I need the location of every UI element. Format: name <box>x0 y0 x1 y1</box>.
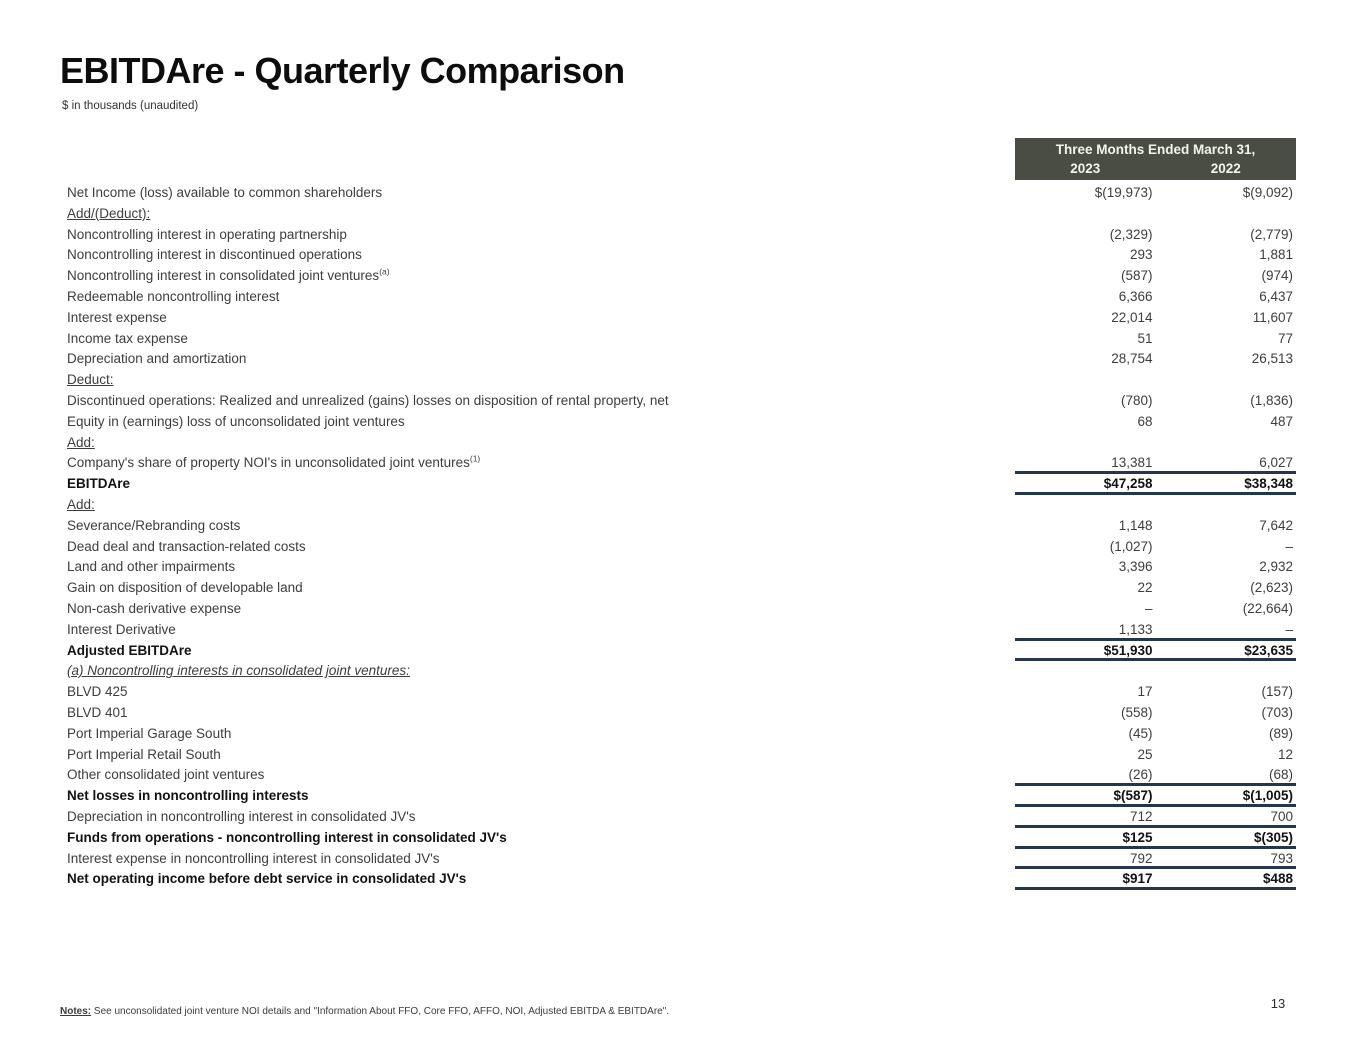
value-2022: (974) <box>1261 268 1293 284</box>
column-header-2023: 2023 <box>1070 161 1101 176</box>
value-2022: – <box>1285 538 1293 554</box>
value-2022: $(9,092) <box>1242 185 1293 200</box>
value-2022: 77 <box>1277 330 1293 346</box>
table-row <box>60 370 1296 391</box>
value-2022 <box>1156 370 1297 391</box>
table-row <box>60 599 1296 620</box>
row-label: Equity in (earnings) loss of unconsolidated joint ventures <box>67 413 405 429</box>
value-2022: $23,635 <box>1244 642 1293 658</box>
table-row <box>60 453 1296 474</box>
table-row <box>60 765 1296 786</box>
row-label: Dead deal and transaction-related costs <box>67 538 306 554</box>
value-2023: 6,366 <box>1118 288 1153 304</box>
table-row <box>60 620 1296 641</box>
row-values <box>1015 745 1296 766</box>
value-2023: $(587) <box>1113 788 1153 804</box>
table-row <box>60 225 1296 246</box>
value-2022: $(1,005) <box>1242 788 1293 804</box>
value-2022 <box>1156 495 1297 516</box>
value-2022: 26,513 <box>1251 351 1293 367</box>
footnote-marker: (1) <box>469 453 481 464</box>
row-values <box>1015 433 1296 454</box>
value-2023: (26) <box>1128 767 1153 783</box>
value-2022: 700 <box>1270 808 1293 824</box>
value-2022 <box>1156 661 1297 682</box>
table-row <box>60 433 1296 454</box>
table-row <box>60 204 1296 225</box>
row-values <box>1015 807 1296 828</box>
table-row <box>60 703 1296 724</box>
table-row <box>60 391 1296 412</box>
row-values <box>1015 620 1296 641</box>
notes <box>60 1006 669 1017</box>
value-2023: 51 <box>1137 330 1153 346</box>
value-2022: $488 <box>1262 871 1293 887</box>
value-2022: $38,348 <box>1244 476 1293 492</box>
row-label: Depreciation and amortization <box>67 351 247 367</box>
page-subtitle: $ in thousands (unaudited) <box>62 100 199 112</box>
table-row <box>60 287 1296 308</box>
table-row <box>60 266 1296 287</box>
table-rows <box>60 183 1296 890</box>
table-row <box>60 724 1296 745</box>
row-values <box>1015 308 1296 329</box>
value-2023: (558) <box>1120 704 1153 720</box>
value-2022: 1,881 <box>1259 247 1293 263</box>
row-label: (a) Noncontrolling interests in consolidated joint ventures: <box>67 663 410 679</box>
notes-text: See unconsolidated joint venture NOI details and "Information About FFO, Core FFO, AFFO, NOI, Adjusted EBITDA & EBITDAre". <box>91 1006 670 1017</box>
table-row <box>60 745 1296 766</box>
table-row <box>60 183 1296 204</box>
value-2023: (2,329) <box>1109 226 1153 242</box>
table-row <box>60 869 1296 890</box>
row-values <box>1015 557 1296 578</box>
value-2023: $125 <box>1122 829 1153 845</box>
row-label: Adjusted EBITDAre <box>67 642 192 658</box>
value-2023 <box>1015 433 1156 454</box>
row-values <box>1015 370 1296 391</box>
table-row <box>60 786 1296 807</box>
value-2023: $47,258 <box>1103 476 1153 492</box>
row-values <box>1015 703 1296 724</box>
table-row <box>60 578 1296 599</box>
row-values <box>1015 786 1296 807</box>
value-2023: 68 <box>1137 413 1153 429</box>
row-label: Add: <box>67 434 95 450</box>
footnote-marker: (a) <box>379 266 390 277</box>
row-label: Redeemable noncontrolling interest <box>67 288 280 304</box>
value-2022 <box>1156 433 1297 454</box>
value-2022: (2,623) <box>1250 580 1293 596</box>
row-values <box>1015 682 1296 703</box>
row-values <box>1015 183 1296 204</box>
value-2023: (780) <box>1120 392 1153 408</box>
table-row <box>60 557 1296 578</box>
table-row <box>60 245 1296 266</box>
row-label: Net operating income before debt service in consolidated JV's <box>67 871 467 887</box>
row-label: BLVD 425 <box>67 684 128 700</box>
table-row <box>60 682 1296 703</box>
table-row <box>60 329 1296 350</box>
table-header-years <box>1015 159 1296 178</box>
row-label: Noncontrolling interest in discontinued operations <box>67 247 362 263</box>
value-2023: 1,148 <box>1118 517 1153 533</box>
row-values <box>1015 869 1296 890</box>
row-values <box>1015 391 1296 412</box>
value-2023: 22,014 <box>1111 309 1153 325</box>
value-2022: (1,836) <box>1250 392 1293 408</box>
value-2022 <box>1156 204 1297 225</box>
value-2022: 7,642 <box>1259 517 1293 533</box>
row-values <box>1015 641 1296 662</box>
row-values <box>1015 225 1296 246</box>
table-row <box>60 661 1296 682</box>
row-values <box>1015 516 1296 537</box>
table-row <box>60 308 1296 329</box>
value-2022: 6,437 <box>1259 288 1293 304</box>
value-2022: (22,664) <box>1242 600 1293 616</box>
value-2023: 1,133 <box>1118 621 1153 637</box>
table-header-title: Three Months Ended March 31, <box>1055 142 1256 157</box>
row-label: Discontinued operations: Realized and unrealized (gains) losses on disposition of rental property, net <box>67 392 669 408</box>
row-label: Company's share of property NOI's in unconsolidated joint ventures$^{(1)}$ <box>67 453 481 471</box>
row-values <box>1015 765 1296 786</box>
table-row <box>60 495 1296 516</box>
column-header-2022: 2022 <box>1210 161 1241 176</box>
value-2022: 6,027 <box>1259 455 1293 471</box>
value-2023: 293 <box>1129 247 1153 263</box>
value-2023 <box>1015 204 1156 225</box>
row-label: BLVD 401 <box>67 704 128 720</box>
value-2022: $(305) <box>1253 829 1293 845</box>
row-values <box>1015 724 1296 745</box>
value-2023: 28,754 <box>1111 351 1153 367</box>
value-2022: (68) <box>1268 767 1293 783</box>
value-2023: 22 <box>1137 580 1153 596</box>
value-2023 <box>1015 661 1156 682</box>
table-row <box>60 807 1296 828</box>
row-label: Severance/Rebranding costs <box>67 517 241 533</box>
row-label: Interest Derivative <box>67 621 176 637</box>
table-row <box>60 641 1296 662</box>
table-row <box>60 537 1296 558</box>
table-row <box>60 516 1296 537</box>
table-row <box>60 412 1296 433</box>
row-values <box>1015 599 1296 620</box>
value-2022: (157) <box>1261 684 1293 700</box>
value-2023: (587) <box>1120 268 1153 284</box>
value-2022: 793 <box>1270 850 1293 866</box>
row-values <box>1015 495 1296 516</box>
row-values <box>1015 474 1296 495</box>
value-2022: 11,607 <box>1252 309 1293 325</box>
table-row <box>60 849 1296 870</box>
table-row <box>60 828 1296 849</box>
row-values <box>1015 661 1296 682</box>
row-values <box>1015 329 1296 350</box>
row-label: Funds from operations - noncontrolling interest in consolidated JV's <box>67 829 507 845</box>
value-2022: 2,932 <box>1259 559 1293 575</box>
row-label: Other consolidated joint ventures <box>67 767 265 783</box>
value-2023: $51,930 <box>1103 642 1153 658</box>
value-2023: 712 <box>1129 808 1153 824</box>
value-2022: (89) <box>1268 725 1293 741</box>
row-label: Interest expense in noncontrolling interest in consolidated JV's <box>67 850 440 866</box>
value-2022: 487 <box>1270 413 1293 429</box>
value-2022: (2,779) <box>1250 226 1293 242</box>
value-2023 <box>1015 495 1156 516</box>
row-values <box>1015 266 1296 287</box>
value-2023: 13,381 <box>1111 455 1153 471</box>
row-values <box>1015 287 1296 308</box>
row-label: Add: <box>67 496 95 512</box>
table-row <box>60 349 1296 370</box>
row-label: Port Imperial Retail South <box>67 746 221 762</box>
value-2023: 25 <box>1137 746 1153 762</box>
quarterly-comparison-table <box>60 138 1296 890</box>
value-2022: – <box>1285 621 1293 637</box>
row-label: Net Income (loss) available to common shareholders <box>67 185 383 200</box>
value-2023 <box>1015 370 1156 391</box>
value-2023: (1,027) <box>1109 538 1153 554</box>
row-label: EBITDAre <box>67 476 131 492</box>
page-number: 13 <box>1270 996 1286 1011</box>
value-2022: 12 <box>1277 746 1293 762</box>
table-header <box>1015 138 1296 180</box>
row-values <box>1015 453 1296 474</box>
row-label: Interest expense <box>67 309 167 325</box>
row-values <box>1015 349 1296 370</box>
row-label: Noncontrolling interest in consolidated joint ventures$^{(a)}$ <box>67 266 390 284</box>
page-title: EBITDAre - Quarterly Comparison <box>60 50 625 91</box>
row-label: Depreciation in noncontrolling interest in consolidated JV's <box>67 808 416 824</box>
value-2023: 792 <box>1129 850 1153 866</box>
row-label: Income tax expense <box>67 330 188 346</box>
notes-label: Notes: <box>60 1006 92 1017</box>
value-2023: 3,396 <box>1118 559 1153 575</box>
table-row <box>60 474 1296 495</box>
row-values <box>1015 412 1296 433</box>
row-label: Add/(Deduct): <box>67 205 151 221</box>
row-label: Port Imperial Garage South <box>67 725 232 741</box>
row-values <box>1015 828 1296 849</box>
row-label: Gain on disposition of developable land <box>67 580 303 596</box>
row-label: Land and other impairments <box>67 559 236 575</box>
value-2023: $(19,973) <box>1094 185 1153 200</box>
row-values <box>1015 204 1296 225</box>
row-values <box>1015 245 1296 266</box>
row-label: Deduct: <box>67 372 114 388</box>
row-values <box>1015 537 1296 558</box>
value-2023: – <box>1144 600 1153 616</box>
value-2022: (703) <box>1261 704 1293 720</box>
value-2023: $917 <box>1122 871 1153 887</box>
value-2023: 17 <box>1137 684 1153 700</box>
row-label: Net losses in noncontrolling interests <box>67 788 309 804</box>
row-label: Noncontrolling interest in operating partnership <box>67 226 347 242</box>
value-2023: (45) <box>1128 725 1153 741</box>
row-values <box>1015 578 1296 599</box>
row-values <box>1015 849 1296 870</box>
row-label: Non-cash derivative expense <box>67 600 242 616</box>
